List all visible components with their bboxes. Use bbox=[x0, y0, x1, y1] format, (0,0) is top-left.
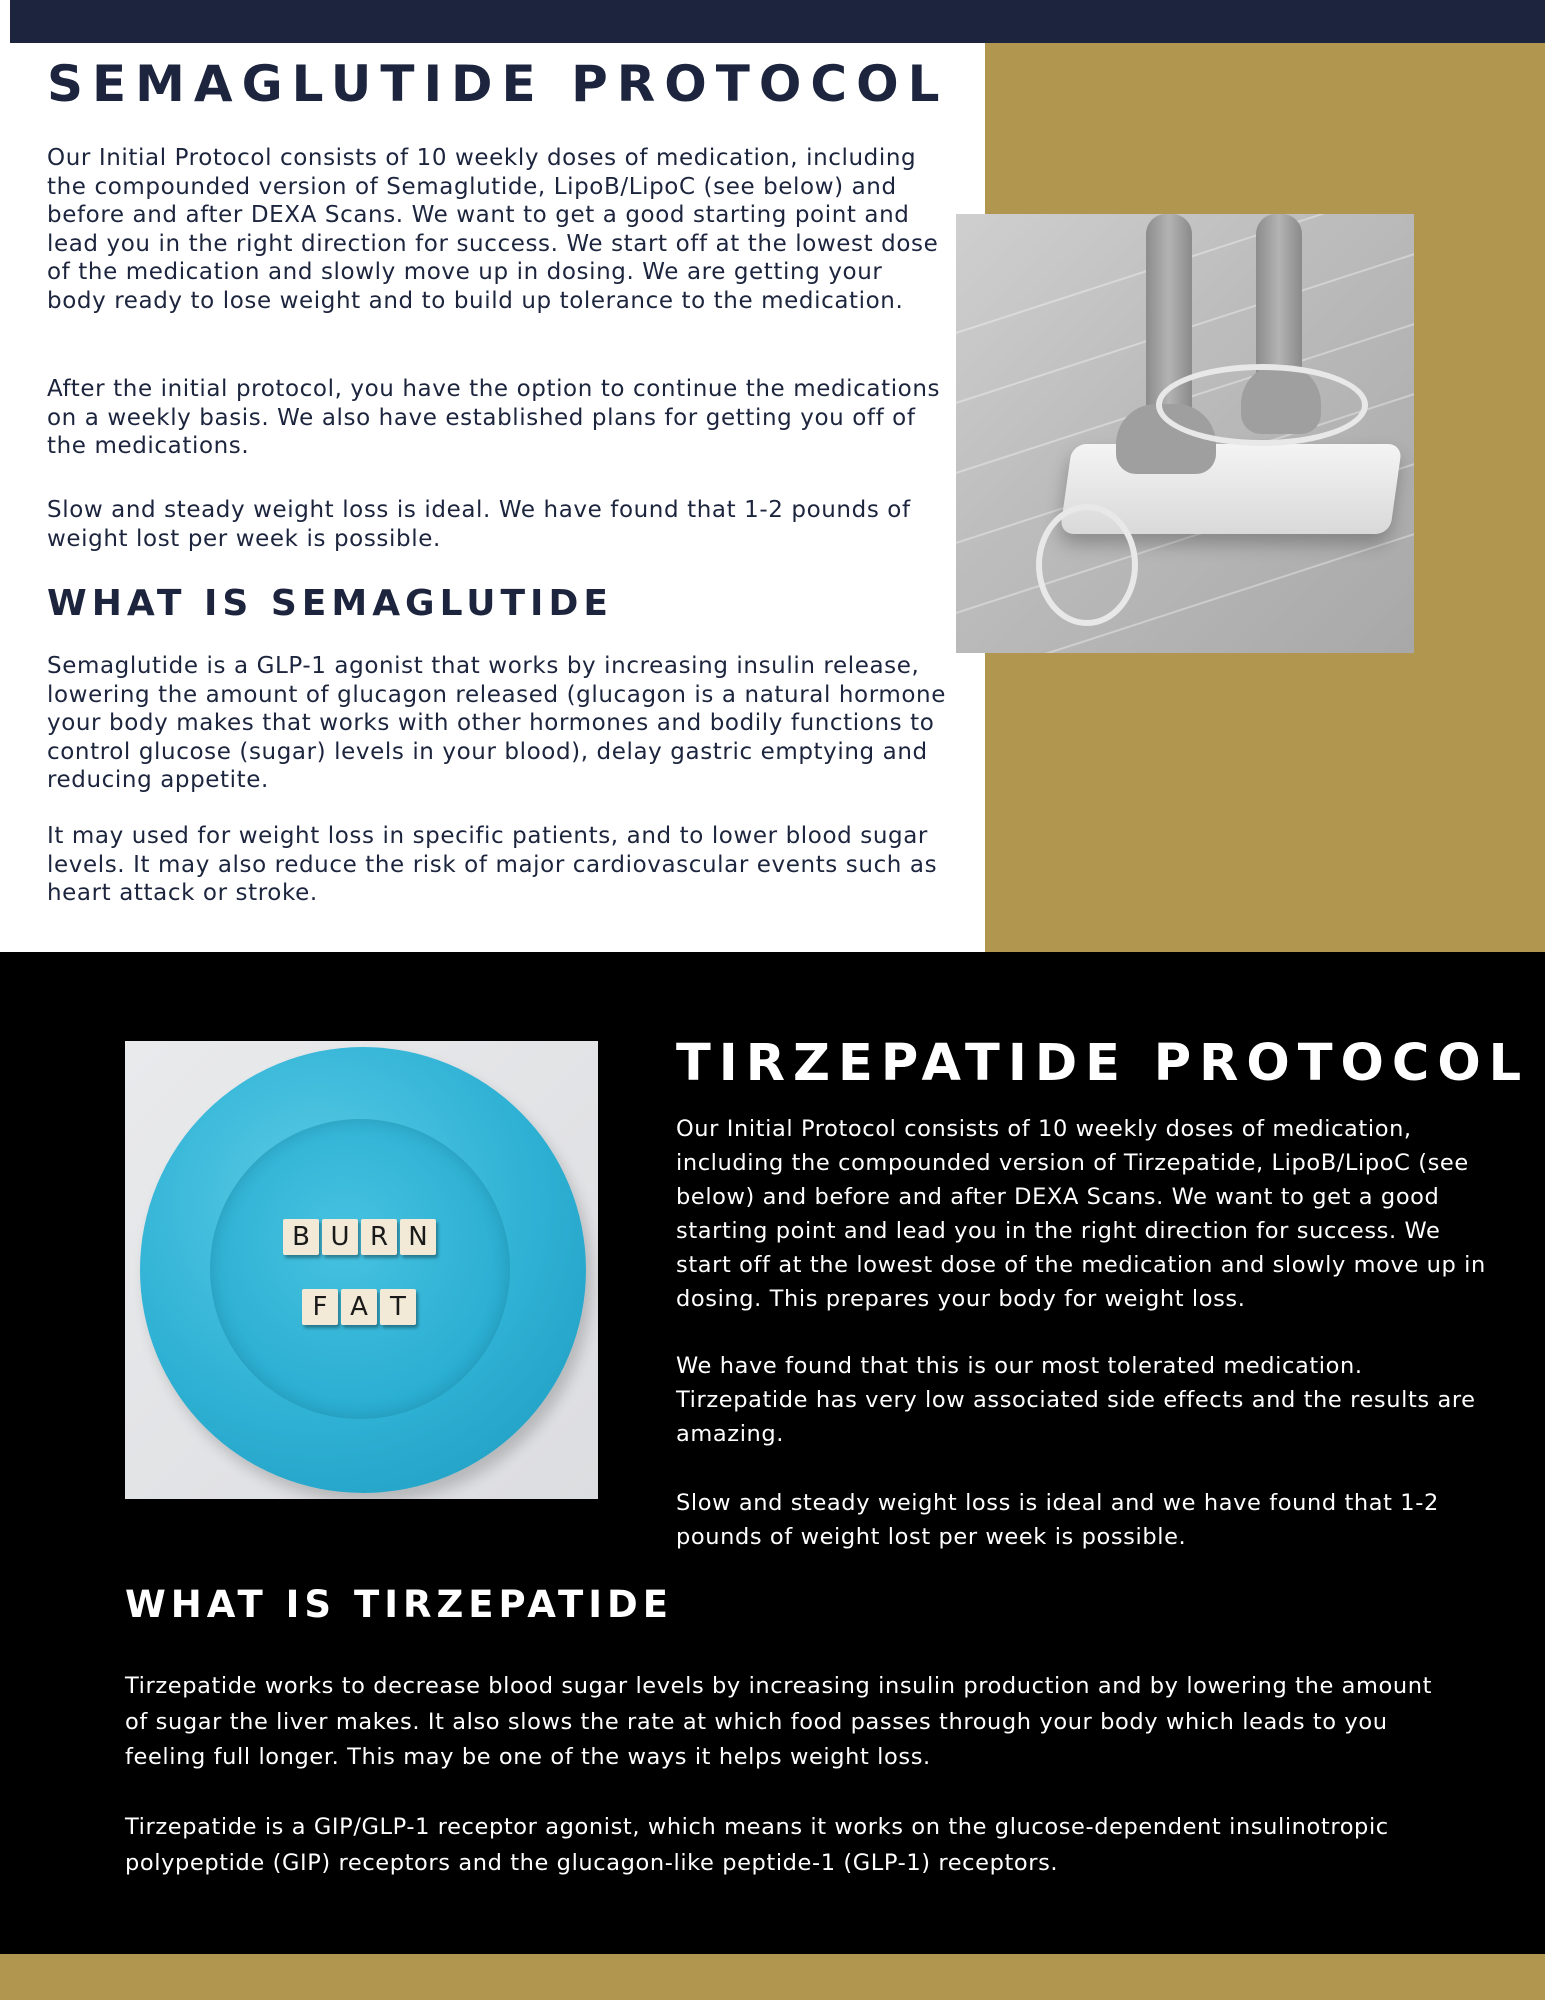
semaglutide-description-1: Semaglutide is a GLP-1 agonist that works by increasing insulin release, lowering the amount of glucagon released (glucagon is a natural hormone your body makes that works with other hormones and bodily functions to control glucose (sugar) levels in your blood), delay gastric emptying and reducing appetite. bbox=[47, 653, 946, 793]
what-is-tirzepatide-heading: WHAT IS TIRZEPATIDE bbox=[125, 1583, 674, 1626]
fat-tiles: F A T bbox=[302, 1289, 416, 1325]
burn-fat-plate-photo bbox=[125, 1041, 598, 1499]
burn-tiles: B U R N bbox=[283, 1219, 436, 1255]
gold-footer-bar bbox=[0, 1954, 1545, 2000]
semaglutide-paragraph-1: Our Initial Protocol consists of 10 weekly doses of medication, including the compounded version of Semaglutide, LipoB/LipoC (see below) and before and after DEXA Scans. We want to get a good starting point and lead you in the right direction for success. We start off at the lowest dose of the medication and slowly move up in dosing. We are getting your body ready to lose weight and to build up tolerance to the medication. bbox=[47, 145, 939, 314]
semaglutide-paragraph-2: After the initial protocol, you have the option to continue the medications on a weekly basis. We also have established plans for getting you off of the medications. bbox=[47, 376, 941, 459]
semaglutide-paragraph-3: Slow and steady weight loss is ideal. We have found that 1-2 pounds of weight lost per week is possible. bbox=[47, 497, 911, 552]
top-header-bar bbox=[10, 0, 1545, 43]
tirzepatide-paragraph-3: Slow and steady weight loss is ideal and we have found that 1-2 pounds of weight lost per week is possible. bbox=[676, 1490, 1439, 1550]
scale-feet-photo bbox=[956, 214, 1414, 653]
what-is-semaglutide-heading: WHAT IS SEMAGLUTIDE bbox=[47, 583, 613, 624]
tirzepatide-description-1: Tirzepatide works to decrease blood sugar levels by increasing insulin production and by lowering the amount of sugar the liver makes. It also slows the rate at which food passes through your body which leads to you feeling full longer. This may be one of the ways it helps weight loss. bbox=[125, 1673, 1433, 1770]
tirzepatide-title: TIRZEPATIDE PROTOCOL bbox=[676, 1034, 1530, 1093]
semaglutide-description-2: It may used for weight loss in specific patients, and to lower blood sugar levels. It may also reduce the risk of major cardiovascular events such as heart attack or stroke. bbox=[47, 823, 938, 906]
semaglutide-title: SEMAGLUTIDE PROTOCOL bbox=[47, 55, 949, 113]
tirzepatide-paragraph-1: Our Initial Protocol consists of 10 weekly doses of medication, including the compounded version of Tirzepatide, LipoB/LipoC (see below) and before and after DEXA Scans. We want to get a good starting point and lead you in the right direction for success. We start off at the lowest dose of the medication and slowly move up in dosing. This prepares your body for weight loss. bbox=[676, 1116, 1486, 1312]
tirzepatide-paragraph-2: We have found that this is our most tolerated medication. Tirzepatide has very low associated side effects and the results are amazing. bbox=[676, 1353, 1476, 1447]
tirzepatide-description-2: Tirzepatide is a GIP/GLP-1 receptor agonist, which means it works on the glucose-dependent insulinotropic polypeptide (GIP) receptors and the glucagon-like peptide-1 (GLP-1) receptors. bbox=[125, 1814, 1389, 1876]
